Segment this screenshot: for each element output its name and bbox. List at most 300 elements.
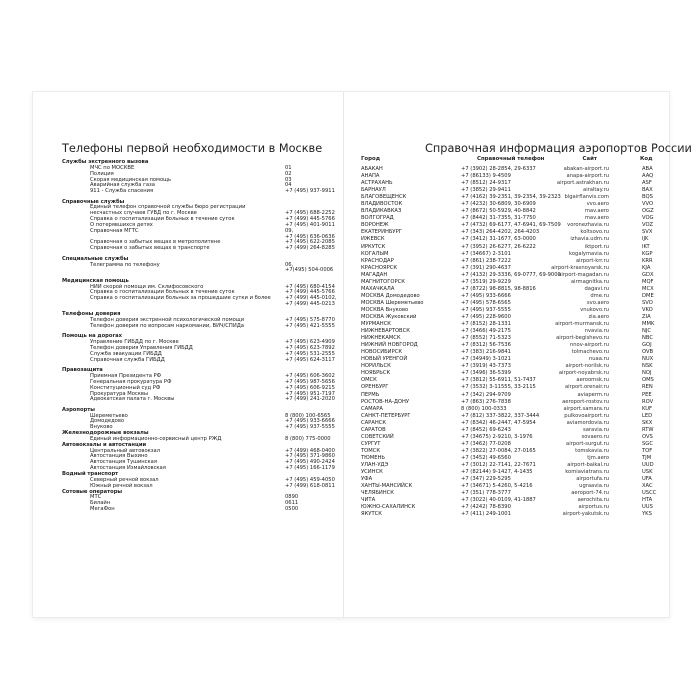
airport-phone: +7 (8552) 71-5323 [461,335,511,342]
airport-site: airport.samara.ru [563,405,609,412]
airport-site: airport-norilsk.ru [565,363,609,370]
airport-phone: +7 (8452) 69-6243 [461,426,511,433]
airport-phone: +7 (812) 337-3822, 337-3444 [461,412,540,419]
entry-phone: +7 (495) 937-9911 [285,188,335,195]
airport-code: NJC [642,328,652,335]
airport-site: iktport.ru [584,243,609,250]
phone-entry [62,268,334,274]
table-row [361,483,661,490]
entry-label: Служба эвакуации ГИБДД [90,350,162,357]
entry-phone: +7 (499) 618-0811 [285,482,335,489]
entry-label: МЧС по МОСКВЕ [90,164,135,171]
airport-city: МАХАЧКАЛА [361,285,395,292]
airport-city: КОГАЛЫМ [361,250,389,257]
entry-label: Конституционный суд РФ [90,384,161,391]
airport-code: USK [642,469,653,476]
entry-phone: +7 (499) 445-0213 [285,301,335,308]
airport-city: САРАТОВ [361,426,386,433]
airport-code: XAC [642,483,653,490]
airport-city: САРАНСК [361,419,387,426]
table-row [361,293,661,300]
entry-phone: +7 (495) 933-6666 [285,418,335,425]
table-row [361,328,661,335]
entry-label: Полиция [90,170,114,177]
table-row [361,511,661,518]
airports-table-body [361,166,661,518]
airport-code: LED [642,412,653,419]
airport-phone: +7 (34949) 3-1021 [461,356,511,363]
airport-city: МАГАДАН [361,271,388,278]
airport-phone: +7 (3822) 27-0084, 27-0165 [461,447,536,454]
header-site: Сайт [582,156,597,162]
airport-city: МОСКВА Внуково [361,306,409,313]
airport-code: KUF [642,405,653,412]
table-row [361,356,661,363]
airport-site: airport-surgut.ru [566,440,609,447]
table-row [361,370,661,377]
table-row [361,258,661,265]
section-title: Автовокзалы и автостанции [62,441,147,448]
airport-city: ИЖЕВСК [361,236,385,243]
airport-city: СУРГУТ [361,440,381,447]
entry-phone: +7 (499) 264-8285 [285,245,335,252]
airport-phone: +7 (4132) 29-3336, 69-0777, 69-9000 [461,271,561,278]
airport-site: airport-krasnoyarsk.ru [551,264,609,271]
section-title: Специальные службы [62,255,129,262]
table-row [361,321,661,328]
airports-table-header [361,156,661,166]
airport-code: NOJ [642,370,652,377]
phone-entry [62,246,334,252]
airport-site: aviaperm.ru [577,391,609,398]
airport-city: ВОЛГОГРАД [361,215,394,222]
table-row [361,497,661,504]
airport-code: NSK [642,363,653,370]
airport-site: mav.aero [584,208,609,215]
entry-label: Автостанция Выхино [90,453,148,460]
airport-site: airport.orenair.ru [564,384,609,391]
entry-phone: 0890 [285,494,299,501]
airport-site: mav.aero [584,215,609,222]
airport-city: БЛАГОВЕЩЕНСК [361,194,407,201]
airport-code: RTW [642,426,654,433]
airport-phone: +7 (3812) 55-6911, 51-7437 [461,377,536,384]
airport-site: aeroomsk.ru [576,377,609,384]
entry-label: Внуково [90,424,113,431]
airport-site: nvavia.ru [584,328,609,335]
airport-code: UFA [642,476,652,483]
airport-city: СОВЕТСКИЙ [361,433,394,440]
airport-code: VKO [642,306,653,313]
airport-site: dagavi.ru [584,285,609,292]
section-title: Водный транспорт [62,471,119,477]
airport-city: АНАПА [361,173,380,180]
airport-city: МОСКВА Домодедово [361,292,420,299]
airport-code: ZIA [642,313,651,320]
airport-code: UUD [642,461,654,468]
entry-phone: +7 (495) 490-2424 [285,459,335,466]
entry-label: Автостанция Тушинская [90,459,157,466]
entry-label: Справка о госпитализации больных в течение суток [90,216,235,223]
entry-label: Единый телефон справочной службы бюро регистрации [90,204,246,211]
airport-city: ЮЖНО-САХАЛИНСК [361,504,416,511]
entry-phone: +7 (495) 937-5555 [285,424,335,431]
entry-phone: +7 (495) 688-2252 [285,210,335,217]
entry-label: Телеграмма по телефону [90,261,160,268]
table-row [361,215,661,222]
airport-code: SKX [642,419,653,426]
airport-phone: +7 (34675) 2-9210, 3-1976 [461,433,533,440]
airport-code: OVS [642,433,653,440]
airport-city: ОМСК [361,377,377,384]
entry-phone: 0500 [285,506,299,513]
entry-phone: +7 (499) 445-5766 [285,289,335,296]
table-row [361,272,661,279]
airport-city: ЯКУТСК [361,511,382,518]
airport-site: aerochita.ru [577,497,609,504]
entry-phone: +7 (495) 421-5555 [285,323,335,330]
table-row [361,441,661,448]
airport-site: izhavia.udm.ru [570,236,609,243]
table-row [361,420,661,427]
table-row [361,314,661,321]
airport-site: airport-krr.ru [575,257,609,264]
entry-phone: +7 (495) 623-7892 [285,345,335,352]
airport-city: МОСКВА Жуковский [361,313,417,320]
airport-phone: +7 (3952) 26-6277, 26-6222 [461,243,536,250]
airport-city: ТОМСК [361,447,381,454]
airport-phone: +7 (3532) 3-11555, 33-2115 [461,384,536,391]
table-row [361,251,661,258]
table-row [361,229,661,236]
airport-code: TJM [642,454,652,461]
airport-code: IJK [642,236,649,243]
airport-city: МАГНИТОГОРСК [361,278,405,285]
entry-phone: 8 (800) 775-0000 [285,435,331,442]
airport-city: КРАСНОЯРСК [361,264,398,271]
section-title: Железнодорожные вокзалы [62,430,149,437]
entry-phone: +7 (495) 371-9860 [285,453,335,460]
airport-city: АСТРАХАНЬ [361,180,393,187]
airport-city: ТЮМЕНЬ [361,454,385,461]
airport-site: airport-baikal.ru [567,461,609,468]
entry-label: Адвокатская палата г. Москвы [90,396,175,403]
airport-code: IKT [642,243,650,250]
airport-code: KRR [642,257,653,264]
entry-label: Аварийная служба газа [90,182,155,189]
entry-phone: +7 (499) 445-5766 [285,216,335,223]
entry-label: Прокуратура Москвы [90,390,149,397]
table-row [361,279,661,286]
airport-code: NBC [642,335,653,342]
airport-site: airmagnitka.ru [570,278,609,285]
entry-phone: 02 [285,170,292,177]
airport-code: SVO [642,299,653,306]
airport-phone: +7 (8512) 24-9317 [461,180,511,187]
airport-code: REN [642,384,653,391]
entry-phone: 06, [285,261,294,268]
airport-phone: +7 (495) 578-6565 [461,299,511,306]
entry-phone: +7 (495) 951-7197 [285,390,335,397]
airport-code: VOG [642,215,654,222]
section-title: Телефоны доверия [62,311,121,318]
entry-phone: 01 [285,164,292,171]
airport-phone: +7 (82144) 9-1427, 4-1435 [461,469,533,476]
table-row [361,180,661,187]
section-title: Службы экстренного вызова [62,159,149,165]
airport-phone: +7 (351) 778-3777 [461,490,511,497]
airport-city: НОВОСИБИРСК [361,349,403,356]
entry-phone: +7 (495) 166-1179 [285,465,335,472]
airport-city: ЧЕЛЯБИНСК [361,490,394,497]
airport-site: dme.ru [590,292,609,299]
table-row [361,187,661,194]
airport-phone: +7 (8152) 28-1331 [461,321,511,328]
entry-phone: +7 (495) 622-2085 [285,239,335,246]
airport-site: pulkovoairport.ru [564,412,609,419]
table-row [361,399,661,406]
phone-entry [62,302,334,308]
airport-city: НОВЫЙ УРЕНГОЙ [361,356,408,363]
airport-site: aeroport-74.ru [571,490,609,497]
table-row [361,166,661,173]
entry-phone: 8 (800) 100-6565 [285,412,331,419]
airport-code: UUS [642,504,653,511]
airport-code: HTA [642,497,653,504]
entry-label: Билайн [90,500,111,507]
entry-label: Автостанция Измайловская [90,465,166,472]
airport-city: МОСКВА Шереметьево [361,299,424,306]
airport-phone: +7 (391) 290-4637 [461,264,511,271]
right-page-title: Справочная информация аэропортов России [425,142,692,155]
entry-phone: 03 [285,176,292,183]
airport-site: airport-magadan.ru [558,271,609,278]
header-code: Код [640,156,653,162]
airport-phone: +7 (3852) 29-9411 [461,187,511,194]
airport-site: koltsovo.ru [580,229,609,236]
airport-phone: +7 (3466) 49-2175 [461,328,511,335]
entry-phone: +7 (495) 636-0636 [285,233,335,240]
airport-site: airport.astrakhan.ru [556,180,609,187]
entry-label: Справочная служба ГИБДД [90,356,165,363]
entry-label: Управление ГИБДД по г. Москве [90,339,179,346]
table-row [361,244,661,251]
section-title: Помощь на дорогах [62,333,123,340]
airport-city: МУРМАНСК [361,321,391,328]
section-title: Справочные службы [62,198,125,205]
airport-phone: +7 (8722) 98-8815, 98-8816 [461,285,536,292]
airport-site: airaltay.ru [583,187,609,194]
airport-phone: +7 (495) 937-5555 [461,306,511,313]
airport-code: VVO [642,201,654,208]
airport-code: USCC [642,490,657,497]
airport-code: NUX [642,356,654,363]
airport-city: НИЖНЕВАРТОВСК [361,328,410,335]
airport-code: ASF [642,180,652,187]
airport-code: PEE [642,391,652,398]
airport-city: ХАНТЫ-МАНСИЙСК [361,483,413,490]
table-row [361,236,661,243]
airport-phone: +7 (383) 216-9841 [461,349,511,356]
header-phone: Справочный телефон [477,156,545,162]
airport-phone: +7 (3452) 49-6560 [461,454,511,461]
airport-phone: +7 (3919) 43-7373 [461,363,511,370]
airport-city: УСИНСК [361,469,383,476]
airport-city: САМАРА [361,405,383,412]
airport-phone: +7 (861) 238-7222 [461,257,511,264]
left-page-title: Телефоны первой необходимости в Москве [62,142,323,155]
airport-site: abakan-airport.ru [563,166,609,172]
airport-phone: +7 (3496) 36-5399 [461,370,511,377]
airport-code: GOJ [642,342,652,349]
entry-phone: 0611 [285,500,299,507]
airport-phone: +7 (3022) 40-0109, 41-1887 [461,497,536,504]
entry-phone: +7 (499) 241-2020 [285,396,335,403]
table-row [361,300,661,307]
entry-phone: +7 (495) 575-8770 [285,317,335,324]
airport-phone: +7 (863) 276-7838 [461,398,511,405]
phone-entry [62,397,334,403]
entry-label: Шереметьево [90,412,128,419]
table-row [361,490,661,497]
airport-city: ОРЕНБУРГ [361,384,389,391]
airport-phone: +7 (3519) 29-9229 [461,278,511,285]
airport-city: НОЯБРЬСК [361,370,391,377]
entry-phone: +7 (495) 606-3602 [285,373,335,379]
airport-city: НИЖНИЙ НОВГОРОД [361,342,418,349]
airport-code: VOZ [642,222,654,229]
entry-phone: 04 [285,182,292,189]
airport-site: airport-noyabrsk.ru [558,370,609,377]
header-city: Город [361,156,381,162]
entry-label: Единый информационно-сервисный центр РЖД [90,435,222,442]
table-row [361,208,661,215]
entry-phone: +7 (495) 680-4154 [285,283,335,290]
airport-city: БАРНАУЛ [361,187,386,194]
table-row [361,427,661,434]
entry-phone: +7 (495) 606-9215 [285,384,335,391]
page-fold [343,92,344,617]
table-row [361,406,661,413]
airport-site: nnov-airport.ru [569,342,609,349]
airport-site: zia.aero [588,313,609,320]
airport-code: ROV [642,398,654,405]
entry-phone: +7(495) 504-0006 [285,267,334,274]
entry-label: Приемная Президента РФ [90,373,162,379]
table-row [361,201,661,208]
section-title: Сотовые операторы [62,488,123,495]
entry-label: Скорая медицинская помощь [90,176,172,183]
airport-phone: +7 (8312) 56-7536 [461,342,511,349]
entry-label: Справочная о забытых вещах в транспорте [90,245,210,252]
table-row [361,384,661,391]
table-row [361,265,661,272]
airport-code: GDX [642,271,654,278]
entry-label: Телефон доверия экстренной психологической помощи [90,317,245,324]
airport-city: АБАКАН [361,166,383,172]
airport-phone: +7 (3412) 31-1677, 63-0000 [461,236,536,243]
table-row [361,455,661,462]
airport-city: НОРИЛЬСК [361,363,391,370]
airport-city: ВЛАДИКАВКАЗ [361,208,402,215]
table-row [361,413,661,420]
airport-code: MMK [642,321,655,328]
airport-phone: 8 (800) 100-0333 [461,405,507,412]
entry-phone: +7 (495) 624-3117 [285,356,335,363]
airport-site: anapa-airport.ru [566,173,609,180]
entry-label: Северный речной вокзал [90,476,159,483]
section-title: Медицинская помощь [62,277,129,284]
entry-label: Телефон доверия по вопросам наркомании, ВИЧ/СПИДа [90,323,244,330]
airport-phone: +7 (3462) 77-0208 [461,440,511,447]
airport-phone: +7 (343) 264-4202, 264-4203 [461,229,540,236]
airport-phone: +7 (495) 228-9600 [461,313,511,320]
table-row [361,194,661,201]
phone-entry [62,358,334,364]
airport-phone: +7 (495) 933-6666 [461,292,511,299]
section-title: Аэропорты [62,406,95,413]
airport-code: MCX [642,285,654,292]
phone-entry [62,189,334,195]
airport-site: airport-murmansk.ru [555,321,609,328]
entry-label: Справка о госпитализации больных в течение суток [90,289,235,296]
entry-label: НИИ скорой помощи им. Склифосовского [90,283,204,290]
airport-city: ПЕРМЬ [361,391,380,398]
airport-phone: +7 (3012) 22-7141, 22-7671 [461,461,536,468]
airport-code: ABA [642,166,653,172]
airport-site: aviamordovia.ru [566,419,609,426]
airport-site: tomskavia.ru [575,447,609,454]
entry-phone: +7 (495) 459-4050 [285,476,335,483]
airport-phone: +7 (4242) 78-8390 [461,504,511,511]
table-row [361,222,661,229]
entry-phone: +7 (499) 468-0400 [285,447,335,454]
airport-site: saravia.ru [583,426,609,433]
airport-phone: +7 (347) 229-5295 [461,476,511,483]
airport-phone: +7 (4162) 39-2351, 39-2354, 39-2323 [461,194,561,201]
airport-city: ИРКУТСК [361,243,386,250]
entry-phone: 09, [285,227,294,234]
entry-label: Генеральная прокуратура РФ [90,378,172,385]
entry-label: МегаФон [90,506,115,513]
airport-city: КРАСНОДАР [361,257,394,264]
table-row [361,448,661,455]
airport-code: SVX [642,229,653,236]
phone-entry [62,324,334,330]
airport-site: vnukovo.ru [580,306,609,313]
entry-label: Справочная МГТС [90,227,139,234]
airport-code: KGP [642,250,653,257]
airport-phone: +7 (4732) 69-6177, 47-6941, 69-7509 [461,222,561,229]
airport-code: AAQ [642,173,654,180]
airport-site: voronezhavia.ru [567,222,609,229]
airport-phone: +7 (86133) 9-4509 [461,173,511,180]
airport-phone: +7 (4232) 30-6809, 30-6909 [461,201,536,208]
table-row [361,469,661,476]
entry-label: Южный речной вокзал [90,482,153,489]
airport-code: DME [642,292,654,299]
entry-label: Справка о госпитализации больных за прошедшие сутки и более [90,295,271,302]
airport-city: УФА [361,476,373,483]
airport-city: РОСТОВ-НА-ДОНУ [361,398,410,405]
airport-site: airport-yakutsk.ru [562,511,609,518]
table-row [361,363,661,370]
airport-city: ЧИТА [361,497,376,504]
airport-code: KJA [642,264,651,271]
table-row [361,434,661,441]
entry-phone: +7 (499) 445-0102, [285,295,337,302]
table-row [361,377,661,384]
